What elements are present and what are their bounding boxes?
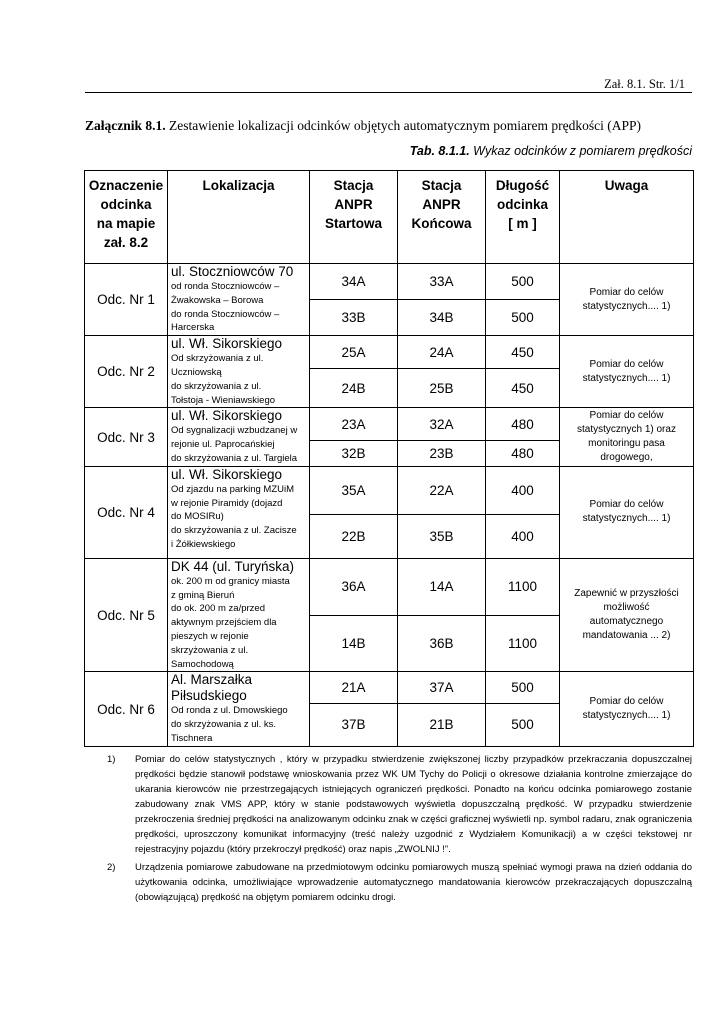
segment-location <box>168 558 310 672</box>
segment-length: 450 <box>486 336 560 369</box>
note-line: Pomiar do celów <box>589 696 664 708</box>
street-name: DK 44 (ul. Turyńska) <box>171 558 295 574</box>
location-description-line: Od skrzyżowania z ul. <box>171 353 264 365</box>
end-station: 23B <box>398 441 486 466</box>
segment-label: Odc. Nr 4 <box>85 466 168 558</box>
segment-length: 500 <box>486 264 560 300</box>
note-line: Pomiar do celów <box>589 410 664 422</box>
caption-text: Wykaz odcinków z pomiarem prędkości <box>469 144 692 158</box>
location-description-line: do ok. 200 m za/przed <box>171 603 265 615</box>
heading-text: Zestawienie lokalizacji odcinków objętych automatycznym pomiarem prędkości (APP) <box>165 118 642 133</box>
segment-length: 400 <box>486 514 560 558</box>
end-station: 24A <box>398 336 486 369</box>
location-description-line: do skrzyżowania z ul. Zacisze <box>171 525 297 537</box>
location-description-line: aktywnym przejściem dla <box>171 617 277 629</box>
location-description-line: skrzyżowania z ul. <box>171 644 249 656</box>
note-line: statystycznych.... 1) <box>582 513 671 525</box>
location-description-line: Od sygnalizacji wzbudzanej w <box>171 425 298 437</box>
note-line: statystycznych.... 1) <box>582 372 671 384</box>
location-description-line: pieszych w rejonie <box>171 630 249 642</box>
header-start-station: Stacja ANPR Startowa <box>310 171 398 264</box>
street-name: ul. Stoczniowców 70 <box>171 264 294 279</box>
location-description-line: do ronda Stoczniowców – <box>171 308 280 320</box>
footnote-text: Pomiar do celów statystycznych , który w przypadku stwierdzenie zwiększonej liczby przypadków przekraczania dopuszczalnej prędkości będzie stanowił podstawę wnioskowania przez WK UM Tychy do Policji o okresowe działania kontrolne zmierzające do ukarania kierowców nie przestrzegających istniejących ograniczeń prędkości. Ponadto na końcu odcinka pomiarowego zostanie zabudowany znak VMS APP, który w stanie podstawowych wyświetla dopuszczalną prędkość. W przypadku stwierdzenie przekroczenia średniej prędkości na analizowanym odcinku znak w części graficznej wyświetli np. symbol radaru, znak ograniczenia prędkości, uproszczony komunikat informacyjny (treść należy uzgodnić z Wydziałem Komunikacji) a w części tekstowej nr rejestracyjny pojazdu (który przekroczył prędkość) oraz napis „ZWOLNIJ !”. <box>135 754 692 855</box>
segment-length: 500 <box>486 672 560 703</box>
table-row <box>85 466 694 514</box>
note-line: możliwość <box>603 602 650 614</box>
segments-table <box>84 170 694 747</box>
end-station: 21B <box>398 703 486 746</box>
segment-length: 1100 <box>486 558 560 615</box>
document-heading <box>85 118 705 134</box>
start-station: 24B <box>310 369 398 408</box>
segment-label: Odc. Nr 2 <box>85 336 168 408</box>
heading-label: Załącznik 8.1. <box>85 118 166 133</box>
header-segment-id: Oznaczenie odcinka na mapie zał. 8.2 <box>85 171 168 264</box>
footnote-text: Urządzenia pomiarowe zabudowane na przedmiotowym odcinku pomiarowych muszą spełniać wymogi prawa na dzień oddania do użytkowania odcinka, umożliwiające wprowadzenie automatycznego mandatowania kierowców przekraczających dopuszczalną (obowiązującą) prędkość na objętym pomiarem odcinku drogi. <box>135 862 692 903</box>
segment-location <box>168 408 310 466</box>
table-row <box>85 336 694 369</box>
table-row <box>85 408 694 441</box>
note-line: Zapewnić w przyszłości <box>574 588 679 600</box>
street-name: Al. Marszałka Piłsudskiego <box>171 672 253 704</box>
table-row <box>85 264 694 300</box>
footnote-2 <box>85 860 692 905</box>
end-station: 34B <box>398 300 486 336</box>
footnote-1 <box>85 752 692 857</box>
location-description-line: do MOSIRu) <box>171 511 224 523</box>
location-description-line: Od zjazdu na parking MZUiM <box>171 483 295 495</box>
street-name: ul. Wł. Sikorskiego <box>171 466 283 482</box>
segment-location <box>168 672 310 746</box>
header-length: Długość odcinka [ m ] <box>486 171 560 264</box>
start-station: 21A <box>310 672 398 703</box>
note-line: Pomiar do celów <box>589 358 664 370</box>
start-station: 36A <box>310 558 398 615</box>
table-row <box>85 672 694 703</box>
segment-note <box>560 264 694 336</box>
segment-length: 500 <box>486 300 560 336</box>
location-description-line: do skrzyżowania z ul. <box>171 380 262 392</box>
location-description-line: do skrzyżowania z ul. ks. <box>171 719 277 731</box>
location-description-line: Tołstoja - Wieniawskiego <box>171 394 276 406</box>
start-station: 33B <box>310 300 398 336</box>
header-note: Uwaga <box>560 171 694 264</box>
segment-length: 400 <box>486 466 560 514</box>
table-caption <box>300 144 692 158</box>
segment-length: 450 <box>486 369 560 408</box>
end-station: 36B <box>398 615 486 672</box>
location-description-line: do skrzyżowania z ul. Targiela <box>171 452 298 464</box>
location-description-line: od ronda Stoczniowców – <box>171 281 280 292</box>
page-reference: Zał. 8.1. Str. 1/1 <box>604 77 685 91</box>
segment-note <box>560 466 694 558</box>
end-station: 14A <box>398 558 486 615</box>
location-description-line: Tischnera <box>171 732 213 744</box>
start-station: 34A <box>310 264 398 300</box>
segment-length: 480 <box>486 408 560 441</box>
location-description-line: Żwakowska – Borowa <box>171 294 264 306</box>
note-line: automatycznego <box>589 616 664 628</box>
note-line: mandatowania ... 2) <box>582 630 671 642</box>
location-description-line: rejonie ul. Paprocańskiej <box>171 439 275 451</box>
note-line: Pomiar do celów <box>589 499 664 511</box>
end-station: 37A <box>398 672 486 703</box>
caption-label: Tab. 8.1.1. <box>409 144 470 158</box>
footnote-number: 1) <box>107 754 116 765</box>
location-description-line: Od ronda z ul. Dmowskiego <box>171 705 288 717</box>
segment-label: Odc. Nr 3 <box>85 408 168 466</box>
table-header-row <box>85 171 694 264</box>
segment-location <box>168 336 310 408</box>
note-line: monitoringu pasa <box>588 438 665 450</box>
segment-length: 1100 <box>486 615 560 672</box>
table-row <box>85 558 694 615</box>
end-station: 33A <box>398 264 486 300</box>
segment-location <box>168 264 310 336</box>
segment-note <box>560 672 694 746</box>
segment-note <box>560 558 694 672</box>
segment-label: Odc. Nr 5 <box>85 558 168 672</box>
header-divider <box>85 92 692 93</box>
start-station: 35A <box>310 466 398 514</box>
location-description-line: w rejonie Piramidy (dojazd <box>171 497 283 509</box>
start-station: 22B <box>310 514 398 558</box>
end-station: 25B <box>398 369 486 408</box>
start-station: 14B <box>310 615 398 672</box>
note-line: drogowego, <box>600 452 653 464</box>
location-description-line: Samochodową <box>171 658 234 670</box>
segment-label: Odc. Nr 1 <box>85 264 168 336</box>
start-station: 23A <box>310 408 398 441</box>
start-station: 37B <box>310 703 398 746</box>
location-description-line: z gminą Bieruń <box>171 589 235 601</box>
street-name: ul. Wł. Sikorskiego <box>171 336 283 352</box>
footnote-number: 2) <box>107 862 116 873</box>
location-description-line: Harcerska <box>171 322 215 334</box>
segment-note <box>560 408 694 466</box>
street-name: ul. Wł. Sikorskiego <box>171 408 283 424</box>
location-description-line: Uczniowską <box>171 366 222 378</box>
segment-label: Odc. Nr 6 <box>85 672 168 746</box>
note-line: statystycznych.... 1) <box>582 300 671 312</box>
footnotes <box>85 752 692 908</box>
end-station: 35B <box>398 514 486 558</box>
start-station: 25A <box>310 336 398 369</box>
header-location: Lokalizacja <box>168 171 310 264</box>
note-line: statystycznych 1) oraz <box>577 424 676 436</box>
start-station: 32B <box>310 441 398 466</box>
header-end-station: Stacja ANPR Końcowa <box>398 171 486 264</box>
segment-length: 500 <box>486 703 560 746</box>
note-line: Pomiar do celów <box>589 286 664 298</box>
end-station: 32A <box>398 408 486 441</box>
segment-length: 480 <box>486 441 560 466</box>
location-description-line: ok. 200 m od granicy miasta <box>171 575 290 587</box>
segment-location <box>168 466 310 558</box>
location-description-line: i Żółkiewskiego <box>171 538 236 550</box>
segment-note <box>560 336 694 408</box>
end-station: 22A <box>398 466 486 514</box>
note-line: statystycznych.... 1) <box>582 710 671 722</box>
